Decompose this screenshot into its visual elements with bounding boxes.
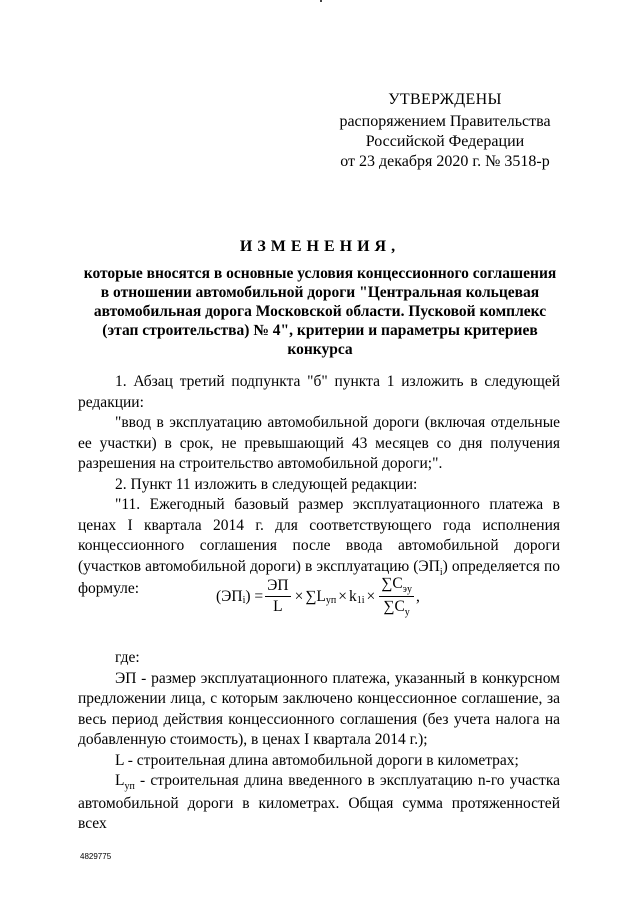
paragraph-4-subscript: i (439, 566, 443, 578)
document-title: ИЗМЕНЕНИЯ, (239, 238, 401, 255)
definitions (78, 648, 560, 835)
paragraph-4-text: "11. Ежегодный базовый размер эксплуатационного платежа в ценах I квартала 2014 г. для соответствующего года исполнения концессионного соглашения после ввода автомобильной дороги (участков автомобильной дороги) в эксплуатацию (ЭП (78, 496, 560, 575)
document-number: 4829775 (80, 852, 112, 861)
document-subtitle: которые вносятся в основные условия концессионного соглашения в отношении автомобильной дороги "Центральная кольцевая автомобильная дорога Московской области. Пусковой комплекс (этап строительства) № 4", критерии и параметры критериев конкурса (83, 265, 557, 358)
formula-fraction-2-numerator (379, 574, 414, 597)
approval-line-1: распоряжением Правительства (339, 113, 551, 130)
formula-fraction-2-denominator-subscript: у (404, 607, 410, 618)
paragraph-2: "ввод в эксплуатацию автомобильной дороги (включая отдельные ее участки) в срок, не превышающий 43 месяцев со дня получения разрешения на строительство автомобильной дороги;". (78, 414, 560, 472)
approval-line-2: Российской Федерации (365, 133, 525, 150)
definition-lup-text: - строительная длина введенного в эксплуатацию n-го участка автомобильной дороги в километрах. Общая сумма протяженностей всех (78, 772, 561, 832)
formula-times-1: × (294, 587, 304, 605)
paragraph-4-end: ) определяется по формуле: (78, 557, 560, 597)
paragraph-3: 2. Пункт 11 изложить в следующей редакции: (115, 475, 418, 493)
formula-fraction-1 (265, 576, 290, 617)
formula-fraction-1-denominator: L (273, 598, 283, 615)
page-mark (320, 0, 322, 2)
formula-fraction-2-numerator-text: ∑C (381, 575, 403, 592)
definition-lup-subscript: уп (124, 781, 135, 792)
formula (216, 574, 420, 628)
formula-fraction-2 (379, 574, 414, 619)
definition-l: L - строительная длина автомобильной дороги в километрах; (115, 751, 519, 769)
formula-comma: , (415, 587, 420, 605)
formula-L-subscript: уп (325, 595, 337, 606)
formula-times-3: × (366, 587, 376, 605)
paragraph-1: 1. Абзац третий подпункта "б" пункта 1 изложить в следующей редакции: (78, 373, 560, 411)
formula-fraction-2-denominator-text: ∑C (383, 598, 405, 615)
formula-times-2: × (338, 587, 347, 605)
formula-lhs-subscript: i (242, 595, 246, 606)
formula-k-subscript: 1i (356, 595, 365, 606)
approval-line-3: от 23 декабря 2020 г. № 3518-р (340, 153, 550, 170)
where-label: где: (115, 649, 140, 666)
definition-ep: ЭП - размер эксплуатационного платежа, указанный в конкурсном предложении лица, с которым заключено концессионное соглашение, за весь период действия концессионного соглашения (без учета налога на добавленную стоимость), в ценах I квартала 2014 г.); (78, 669, 560, 748)
document-body (78, 372, 560, 600)
formula-fraction-2-denominator (381, 597, 411, 619)
formula-lhs-end: ) = (245, 587, 264, 605)
formula-L: L (316, 587, 326, 605)
formula-sum: ∑ (305, 587, 317, 605)
formula-fraction-1-numerator: ЭП (265, 576, 290, 597)
approval-block (330, 90, 560, 172)
formula-fraction-2-numerator-subscript: эу (402, 584, 412, 595)
definition-lup (78, 771, 560, 835)
definition-lup-symbol: L (115, 772, 125, 789)
approval-heading: УТВЕРЖДЕНЫ (388, 91, 502, 108)
formula-lhs: (ЭП (216, 587, 243, 605)
formula-k: k (348, 587, 357, 605)
